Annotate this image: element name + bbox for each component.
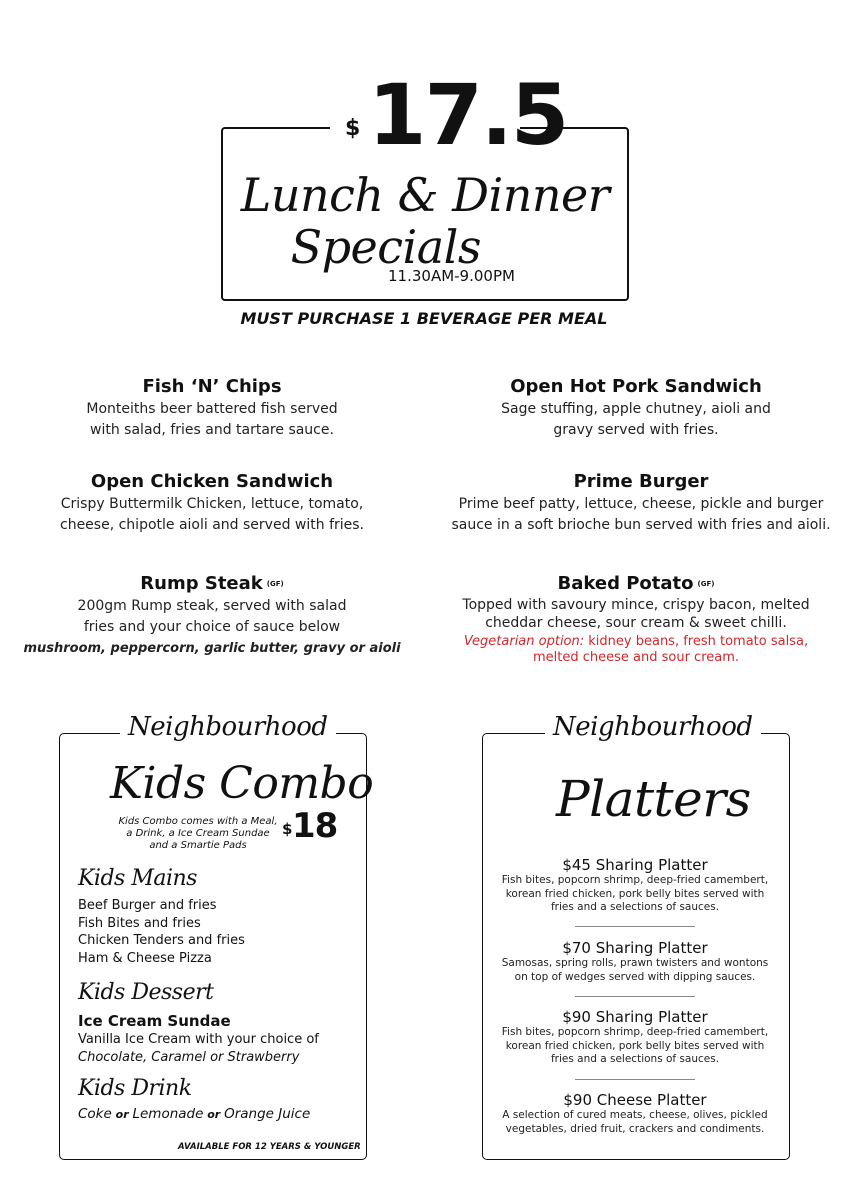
note-line: and a Smartie Pads [149,840,247,851]
drink-or: or [203,1108,225,1121]
kids-neighbourhood-label: Neighbourhood [120,712,336,742]
item-title [22,573,402,594]
item-title: Fish ‘N’ Chips [142,376,282,397]
sauce-options: mushroom, peppercorn, garlic butter, gravy or aioli [23,641,401,656]
item-desc-line: Monteiths beer battered fish served [86,401,338,417]
list-item: Fish Bites and fries [78,915,201,931]
item-desc-line: Prime beef patty, lettuce, cheese, pickle and burger [458,496,824,512]
beverage-notice: MUST PURCHASE 1 BEVERAGE PER MEAL [240,309,608,328]
kids-mains-list [78,897,245,967]
platter-desc-line: fries and a selections of sauces. [550,1053,720,1065]
item-desc-line: fries and your choice of sauce below [83,619,341,635]
item-title [446,573,826,594]
price-dollar-sign: $ [345,116,361,141]
kids-mains-heading: Kids Mains [78,866,197,891]
item-title: Prime Burger [573,471,709,492]
menu-item-pork [446,376,826,441]
menu-item-fish [22,376,402,441]
veg-text: kidney beans, fresh tomato salsa, [584,634,809,649]
drink-option: Orange Juice [224,1106,311,1122]
platter-title: $90 Sharing Platter [562,1008,708,1026]
divider [575,1079,695,1080]
header-time: 11.30AM-9.00PM [388,267,515,285]
item-title-text: Baked Potato [557,573,694,594]
vegetarian-option-line2: melted cheese and sour cream. [532,650,740,665]
platter-item [482,1091,788,1136]
item-desc-line: 200gm Rump steak, served with salad [77,598,347,614]
kids-combo-title: Kids Combo [110,758,374,809]
drink-option: Lemonade [132,1106,204,1122]
platter-desc-line: Fish bites, popcorn shrimp, deep-fried camembert, [501,1026,769,1038]
item-desc-line: Topped with savoury mince, crispy bacon, melted [462,597,810,613]
kids-age-note: AVAILABLE FOR 12 YEARS & YOUNGER [178,1142,361,1152]
header-title-line1: Lunch & Dinner [240,168,610,222]
list-item: Chicken Tenders and fries [78,933,245,948]
desc-line: Vanilla Ice Cream with your choice of [78,1032,319,1047]
header-price: 17.5 [368,66,568,164]
drink-option: Coke [78,1106,112,1122]
item-title: Open Chicken Sandwich [90,471,334,492]
platter-desc-line: vegetables, dried fruit, crackers and condiments. [505,1122,765,1135]
platter-item [482,856,788,915]
platter-desc-line: korean fried chicken, pork belly bites served with [505,1039,765,1052]
kids-drink-heading: Kids Drink [78,1076,192,1101]
gf-tag: (GF) [697,580,715,588]
note-line: Kids Combo comes with a Meal, [118,816,278,827]
note-line: a Drink, a Ice Cream Sundae [126,828,270,839]
menu-item-potato [446,573,826,666]
platter-title: $45 Sharing Platter [562,856,708,874]
platter-desc-line: fries and a selections of sauces. [550,901,720,913]
item-desc-line: cheddar cheese, sour cream & sweet chilli. [485,615,787,631]
platter-title: $70 Sharing Platter [562,939,708,957]
menu-item-burger [446,471,836,536]
item-desc-line: sauce in a soft brioche bun served with fries and aioli. [451,517,831,533]
kids-dessert-heading: Kids Dessert [78,980,214,1005]
list-item: Ham & Cheese Pizza [78,950,212,966]
item-desc-line: gravy served with fries. [553,422,719,438]
platter-desc-line: korean fried chicken, pork belly bites served with [505,887,765,900]
platter-desc-line: Samosas, spring rolls, prawn twisters and wontons [501,957,769,969]
vegetarian-option [446,634,826,650]
platters-neighbourhood-label: Neighbourhood [545,712,761,742]
platters-title: Platters [556,770,751,828]
item-desc-line: with salad, fries and tartare sauce. [90,422,334,438]
item-desc-line: Crispy Buttermilk Chicken, lettuce, tomato, [60,496,364,512]
kids-price: 18 [292,806,338,846]
menu-item-steak [22,573,402,659]
desc-line: Chocolate, Caramel or Strawberry [78,1049,300,1065]
kids-combo-note [108,816,288,852]
header-title-line2: Specials [290,220,481,274]
veg-label: Vegetarian option: [463,634,585,649]
platter-desc-line: on top of wedges served with dipping sauces. [514,970,756,983]
platter-desc-line: A selection of cured meats, cheese, olives, pickled [502,1109,768,1121]
menu-item-chicken [22,471,402,536]
item-title-text: Rump Steak [140,573,263,594]
kids-drink-options [78,1106,310,1122]
dessert-desc [78,1031,319,1066]
item-title: Open Hot Pork Sandwich [510,376,762,397]
divider [575,996,695,997]
dessert-title: Ice Cream Sundae [78,1012,231,1030]
divider [575,926,695,927]
platter-item [482,939,788,984]
kids-price-dollar: $ [282,820,293,838]
item-desc-line: Sage stuffing, apple chutney, aioli and [501,401,771,417]
list-item: Beef Burger and fries [78,898,217,913]
platter-desc-line: Fish bites, popcorn shrimp, deep-fried camembert, [501,874,769,886]
platter-title: $90 Cheese Platter [563,1091,707,1109]
item-desc-line: cheese, chipotle aioli and served with fries. [60,517,364,533]
platter-item [482,1008,788,1067]
gf-tag: (GF) [266,580,284,588]
drink-or: or [111,1108,133,1121]
